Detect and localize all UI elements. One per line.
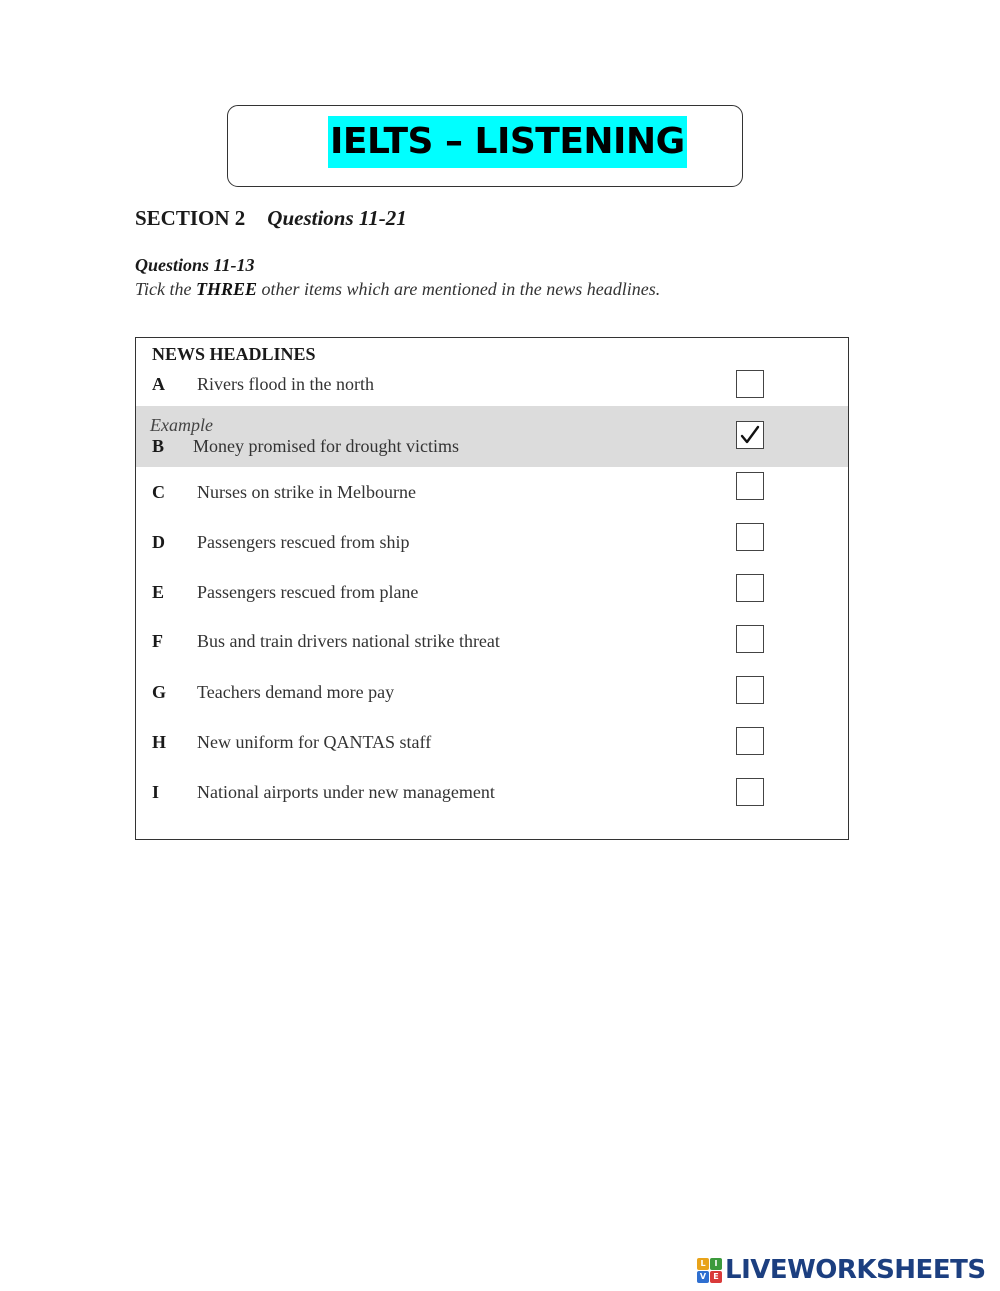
row-letter-f: F bbox=[152, 631, 163, 651]
row-letter-d: D bbox=[152, 532, 165, 552]
logo-cubes-icon: L I V E bbox=[697, 1258, 722, 1283]
checkbox-e[interactable] bbox=[736, 574, 764, 602]
section-label: SECTION 2 bbox=[135, 206, 246, 230]
example-label: Example bbox=[150, 415, 213, 435]
headline-f: Bus and train drivers national strike threat bbox=[197, 631, 500, 651]
checkbox-a[interactable] bbox=[736, 370, 764, 398]
checkbox-b[interactable] bbox=[736, 421, 764, 449]
section-heading bbox=[135, 206, 407, 231]
logo-wordmark: LIVEWORKSHEETS bbox=[725, 1255, 986, 1285]
section-question-range: Questions 11-21 bbox=[267, 206, 407, 230]
headline-b: Money promised for drought victims bbox=[193, 436, 459, 456]
headline-e: Passengers rescued from plane bbox=[197, 582, 419, 602]
checkmark-icon bbox=[739, 424, 761, 446]
headline-i: National airports under new management bbox=[197, 782, 495, 802]
headline-c: Nurses on strike in Melbourne bbox=[197, 482, 416, 502]
row-letter-c: C bbox=[152, 482, 165, 502]
checkbox-d[interactable] bbox=[736, 523, 764, 551]
row-letter-g: G bbox=[152, 682, 167, 702]
headline-h: New uniform for QANTAS staff bbox=[197, 732, 432, 752]
row-letter-h: H bbox=[152, 732, 167, 752]
row-letter-e: E bbox=[152, 582, 165, 602]
questions-heading: Questions 11-13 bbox=[135, 255, 255, 275]
checkbox-i[interactable] bbox=[736, 778, 764, 806]
page-title: IELTS – LISTENING bbox=[328, 116, 687, 168]
checkbox-f[interactable] bbox=[736, 625, 764, 653]
headline-g: Teachers demand more pay bbox=[197, 682, 395, 702]
checkbox-h[interactable] bbox=[736, 727, 764, 755]
row-letter-b: B bbox=[152, 436, 165, 456]
panel-title: NEWS HEADLINES bbox=[152, 344, 316, 364]
liveworksheets-logo bbox=[697, 1253, 986, 1287]
task-instruction: Tick the THREE other items which are mentioned in the news headlines. bbox=[135, 279, 661, 299]
row-letter-a: A bbox=[152, 374, 165, 394]
headline-a: Rivers flood in the north bbox=[197, 374, 374, 394]
headline-d: Passengers rescued from ship bbox=[197, 532, 410, 552]
row-letter-i: I bbox=[152, 782, 160, 802]
checkbox-c[interactable] bbox=[736, 472, 764, 500]
checkbox-g[interactable] bbox=[736, 676, 764, 704]
